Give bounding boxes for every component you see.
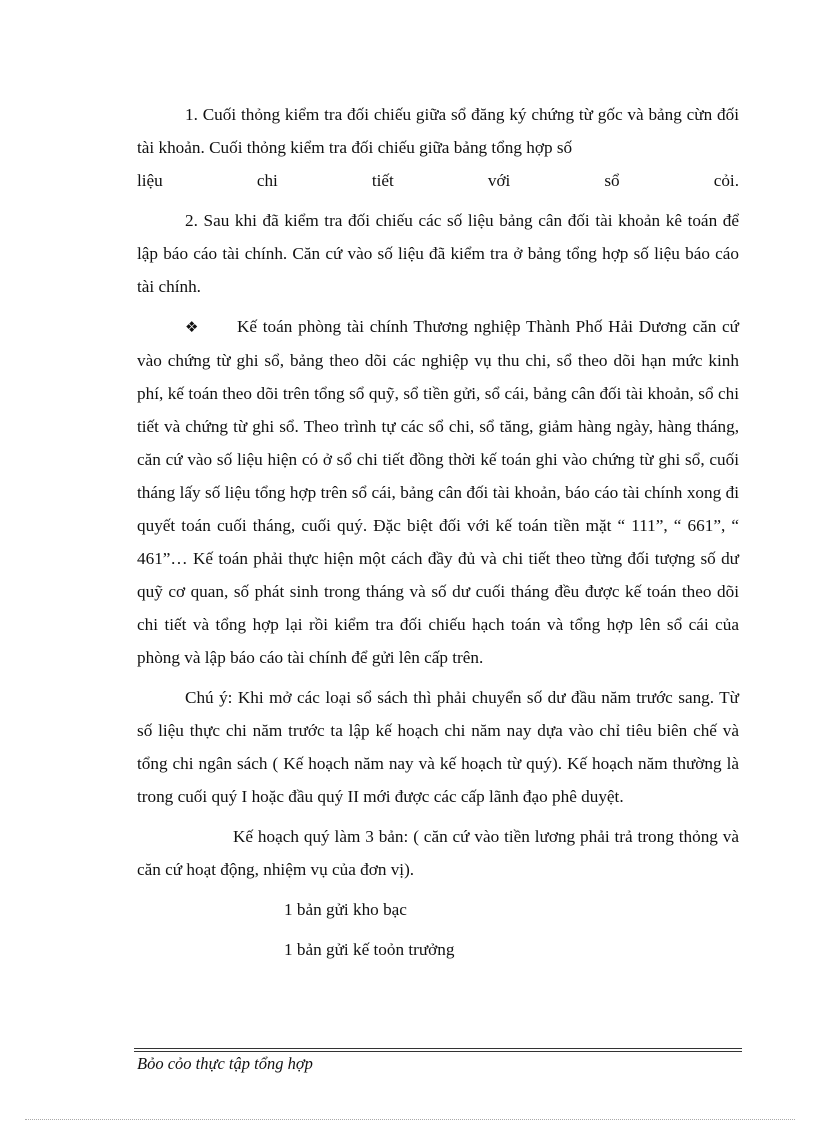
- paragraph-2: 2. Sau khi đã kiểm tra đối chiếu các số liệu bảng cân đối tài khoản kê toán để lập báo cáo tài chính. Căn cứ vào số liệu đã kiểm tra ở bảng tổng hợp số liệu báo cáo tài chính.: [137, 211, 739, 296]
- paragraph-3: [137, 310, 739, 674]
- footer-title: Bỏo cỏo thực tập tổng hợp: [137, 1054, 313, 1073]
- list-item-2: 1 bản gửi kế toỏn trưởng: [284, 940, 455, 959]
- footer-divider: [134, 1048, 742, 1052]
- diamond-bullet-icon: ❖: [185, 318, 199, 336]
- paragraph-3-text: Kế toán phòng tài chính Thương nghiệp Thành Phố Hải Dương căn cứ vào chứng từ ghi sổ, bảng theo dõi các nghiệp vụ thu chi, sổ theo dõi hạn mức kinh phí, kế toán theo dõi trên tổng sổ quỹ, sổ tiền gửi, sổ cái, bảng cân đối tài khoản, sổ chi tiết và chứng từ ghi sổ. Theo trình tự các sổ chi, sổ tăng, giảm hàng ngày, hàng tháng, căn cứ vào số liệu hiện có ở sổ chi tiết đồng thời kế toán ghi vào chứng từ ghi sổ, cuối tháng lấy số liệu tổng hợp trên sổ cái, bảng cân đối tài khoản, báo cáo tài chính xong đi quyết toán cuối tháng, cuối quý. Đặc biệt đối với kế toán tiền mặt “ 111”, “ 661”, “ 461”… Kế toán phải thực hiện một cách đầy đủ và chi tiết theo từng đối tượng số dư quỹ cơ quan, số phát sinh trong tháng và số dư cuối tháng đều được kế toán theo dõi chi tiết và tổng hợp lại rồi kiểm tra đối chiếu hạch toán và tổng hợp lên sổ cái của phòng và lập báo cáo tài chính để gửi lên cấp trên.: [137, 317, 739, 667]
- paragraph-1-last-line: liệu chi tiết với sổ cỏi.: [137, 171, 739, 190]
- paragraph-5: Kế hoạch quý làm 3 bản: ( căn cứ vào tiền lương phải trả trong thỏng và căn cứ hoạt động, nhiệm vụ của đơn vị).: [137, 827, 739, 879]
- document-body: [137, 98, 739, 966]
- page-bottom-border: [25, 1119, 795, 1120]
- list-item-1: 1 bản gửi kho bạc: [284, 900, 407, 919]
- paragraph-1: 1. Cuối thỏng kiểm tra đối chiếu giữa sổ đăng ký chứng từ gốc và bảng cừn đối tài khoản. Cuối thỏng kiểm tra đối chiếu giữa bảng tổng hợp số: [137, 105, 739, 157]
- paragraph-4: Chú ý: Khi mở các loại sổ sách thì phải chuyển số dư đầu năm trước sang. Từ số liệu thực chi năm trước ta lập kế hoạch chi năm nay dựa vào chỉ tiêu biên chế và tổng chi ngân sách ( Kế hoạch năm nay và kế hoạch từ quý). Kế hoạch năm thường là trong cuối quý I hoặc đầu quý II mới được các cấp lãnh đạo phê duyệt.: [137, 688, 739, 806]
